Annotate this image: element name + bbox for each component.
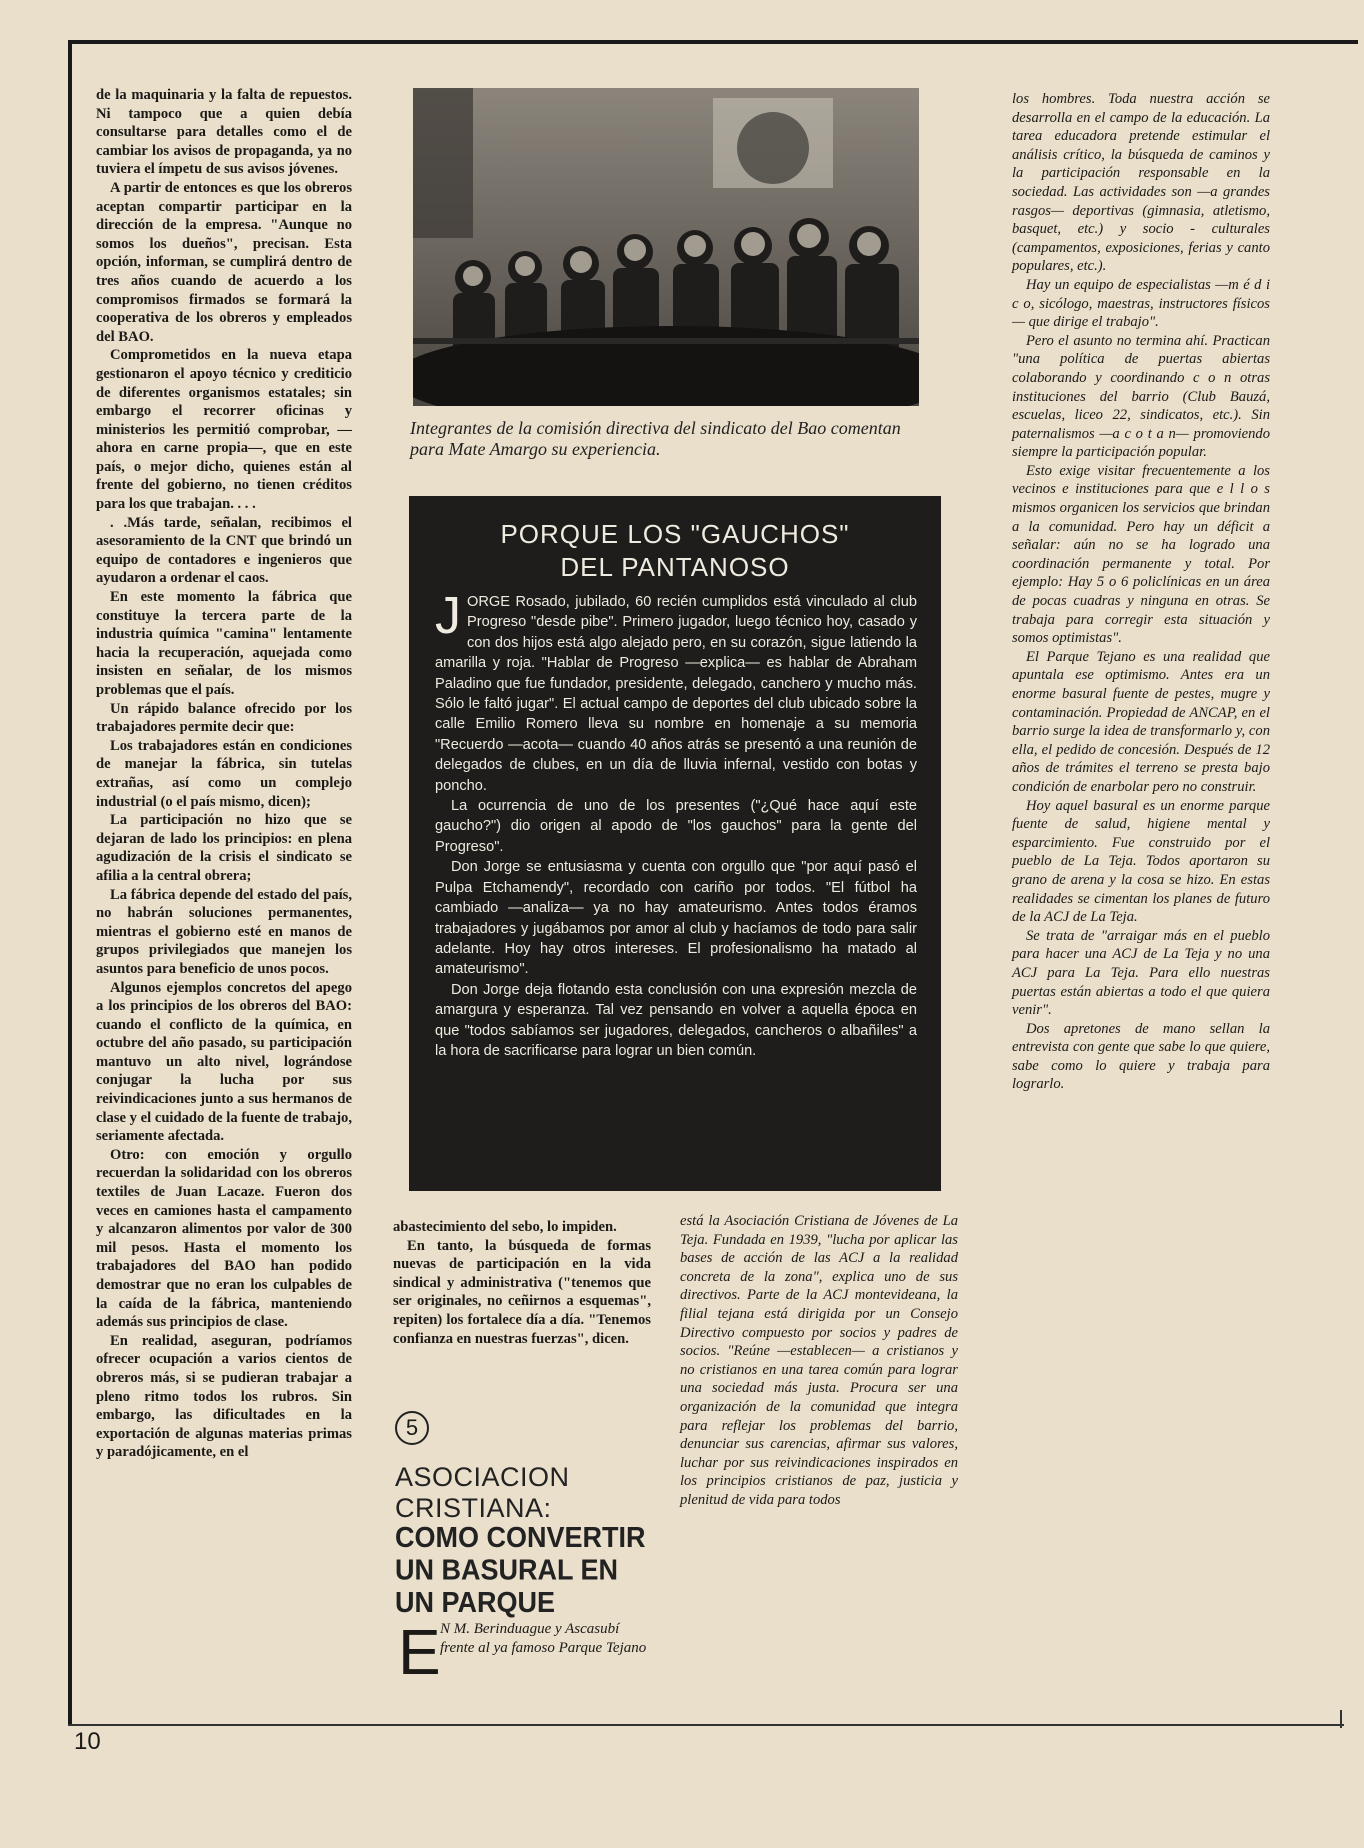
paragraph: Hoy aquel basural es un enorme parque fuente de salud, higiene mental y esparcimiento. Fue construido por el pueblo de La Teja. Todos aportaron su grano de arena y la cosa se hizo. En estas realidades se cimentan los planes de futuro de la ACJ de La Teja.	[1012, 797, 1270, 926]
sidebar-title-line-1: PORQUE LOS "GAUCHOS"	[500, 519, 850, 549]
section-lead: N M. Berinduague y Ascasubí frente al ya famoso Parque Tejano	[440, 1621, 647, 1656]
article-column-3	[680, 1212, 958, 1510]
paragraph: . .Más tarde, señalan, recibimos el asesoramiento de la CNT que brindó un equipo de contadores e ingenieros que ayudaron a ordenar el caos.	[96, 514, 352, 587]
paragraph: los hombres. Toda nuestra acción se desarrolla en el campo de la educación. La tarea educadora pretende estimular el análisis crítico, la búsqueda de caminos y la participación responsable en la sociedad. Las actividades son —a grandes rasgos— deportivas (gimnasia, atletismo, basquet, etc.) y socio - culturales (campamentos, exposiciones, ferias y canto populares, etc.).	[1012, 91, 1270, 275]
union-meeting-photo	[413, 88, 919, 406]
sidebar-title	[409, 518, 941, 584]
article-column-1	[96, 86, 352, 1462]
gauchos-sidebar-box	[409, 496, 941, 1191]
paragraph: está la Asociación Cristiana de Jóvenes de La Teja. Fundada en 1939, "lucha por aplicar las bases de acción de las ACJ a la realidad concreta de la zona", explica uno de sus directivos. Parte de la ACJ montevideana, la filial tejana está dirigida por un Consejo Directivo compuesto por socios y padres de socios. "Reúne —establecen— a cristianos y no cristianos en una tarea común para lograr una sociedad más justa. Procura ser una organización de la comunidad que integra para reflejar los problemas del barrio, denunciar sus carencias, afirmar sus valores, luchar por sus reivindicaciones inspirados en los principios cristianos de paz, justicia y plenitud de vida para todos	[680, 1213, 958, 1508]
paragraph: El Parque Tejano es una realidad que apuntala ese optimismo. Antes era un enorme basural fuente de pestes, mugre y contaminación. Propiedad de ANCAP, en el barrio surge la idea de transformarlo y, con ella, el pedido de concesión. Después de 12 años de trámites el terreno se presta bajo condición de enarbolar pero no construir.	[1012, 648, 1270, 795]
paragraph: En realidad, aseguran, podríamos ofrecer ocupación a varios cientos de obreros más, si se pudieran trabajar a pleno ritmo todos los rubros. Sin embargo, las dificultades en la exportación de algunas materias primas y paradójicamente, en el	[96, 1332, 352, 1461]
sidebar-body	[435, 587, 917, 1061]
paragraph: Esto exige visitar frecuentemente a los vecinos e instituciones para que e l l o s mismos organicen los servicios que brindan a la comunidad. Pero hay un déficit a señalar: aún no se ha logrado una coordinación permanente y total. Por ejemplo: Hay 5 o 6 policlínicas en un área de pocas cuadras y ninguna en otras. Se trabaja para corregir esta situación y somos optimistas".	[1012, 462, 1270, 647]
section-number-badge: 5	[395, 1411, 429, 1445]
paragraph: En este momento la fábrica que constituye la tercera parte de la industria química "camina" lentamente hacia la recuperación, aquejada como insisten en señalar, de los mismos problemas que el país.	[96, 589, 352, 698]
drop-cap: E	[398, 1616, 441, 1688]
paragraph: Dos apretones de mano sellan la entrevista con gente que sabe lo que quiere, sabe como lo quiere y trabaja para lograrlo.	[1012, 1020, 1270, 1093]
paragraph: A partir de entonces es que los obreros aceptan compartir participar en la dirección de la empresa. "Aunque no somos los dueños", precisan. Esta opción, informan, se cumplirá dentro de tres años cuando de acuerdo a los compromisos firmados se formará la cooperativa de los obreros y empleados del BAO.	[96, 179, 352, 345]
photo-image	[413, 88, 919, 406]
frame-bottom-rule	[68, 1724, 1344, 1726]
paragraph: Los trabajadores están en condiciones de manejar la fábrica, sin tutelas extrañas, así como un complejo industrial (o el país mismo, dicen);	[96, 737, 352, 810]
drop-cap: J	[435, 587, 461, 645]
paragraph: La fábrica depende del estado del país, no habrán soluciones permanentes, mientras el gobierno esté en manos de grupos privilegiados que manejen los asuntos para beneficio de unos pocos.	[96, 886, 352, 977]
section-heading-light: ASOCIACION CRISTIANA:	[395, 1462, 570, 1523]
paragraph: La ocurrencia de uno de los presentes ("¿Qué hace aquí este gaucho?") dio origen al apodo de "los gauchos" para la gente del Progreso".	[435, 798, 917, 855]
photo-caption: Integrantes de la comisión directiva del sindicato del Bao comentan para Mate Amargo su experiencia.	[410, 418, 901, 459]
paragraph: Algunos ejemplos concretos del apego a los principios de los obreros del BAO: cuando el conflicto de la química, en octubre del año pasado, su participación mantuvo un alto nivel, lográndose conjugar la lucha por sus reivindicaciones junto a sus hermanos de clase y el cuidado de la fuente de trabajo, seriamente afectada.	[96, 979, 352, 1145]
paragraph: Don Jorge se entusiasma y cuenta con orgullo que "por aquí pasó el Pulpa Etchamendy", recordado con cariño por todos. "El fútbol ha cambiado —analiza— ya no hay amateurismo. Antes todos éramos trabajadores y jugábamos por amor al club y hacíamos de todo para salir adelante. Hoy hay otros intereses. El profesionalismo ha matado al amateurismo".	[435, 859, 917, 978]
paragraph: Don Jorge deja flotando esta conclusión con una expresión mezcla de amargura y esperanza. Tal vez pensando en volver a aquella época en que "todos sabíamos ser jugadores, delegados, cancheros o albañiles" a la hora de sacrificarse para lograr un bien común.	[435, 981, 917, 1059]
paragraph: de la maquinaria y la falta de repuestos. Ni tampoco que a quien debía consultarse para detalles como el de cambiar los avisos de propaganda, ya no tuviera el ímpetu de sus avisos jóvenes.	[96, 87, 352, 178]
sidebar-title-line-2: DEL PANTANOSO	[560, 552, 790, 582]
frame-left-rule	[68, 40, 72, 1726]
paragraph: Comprometidos en la nueva etapa gestionaron el apoyo técnico y crediticio de diferentes organismos estatales; sin embargo el recorrer oficinas y ministerios les permitió comprobar, —ahora en carne propia—, que en este país, o mejor dicho, quienes están al frente del gobierno, no tienen créditos para los que trabajan. . . .	[96, 347, 352, 513]
paragraph: Hay un equipo de especialistas —m é d i c o, sicólogo, maestras, instructores físicos— que dirige el trabajo".	[1012, 276, 1270, 331]
paragraph: La participación no hizo que se dejaran de lado los principios: en plena agudización de la crisis el sindicato se afilia a la central obrera;	[96, 812, 352, 884]
frame-top-rule	[68, 40, 1358, 44]
article-column-2	[393, 1218, 651, 1348]
paragraph: Se trata de "arraigar más en el pueblo para hacer una ACJ de La Teja y no una ACJ para La Teja. Para ello nuestras puertas están abiertas a todo el que quiera venir".	[1012, 927, 1270, 1019]
paragraph: En tanto, la búsqueda de formas nuevas de participación en la vida sindical y administrativa ("tenemos que ser originales, no ceñirnos a esquemas", repiten) los fortalece día a día. "Tenemos confianza en nuestras fuerzas", dicen.	[393, 1237, 651, 1347]
paragraph-text: ORGE Rosado, jubilado, 60 recién cumplidos está vinculado al club Progreso "desde pibe". Primero jugador, luego técnico hoy, casado y con dos hijos está algo alejado pero, en su corazón, sigue latiendo la amarilla y roja. "Hablar de Progreso —explica— es hablar de Abraham Paladino que fue fundador, presidente, delegado, canchero y mucho más. Sólo le faltó jugar". El actual campo de deportes del club ubicado sobre la calle Emilio Romero lleva su nombre en homenaje a su memoria "Recuerdo —acota— cuando 40 años atrás se presentó a una reunión de delegados de clubes, en un día de lluvia infernal, vestido con botas y poncho.	[435, 594, 917, 794]
section-heading-bold: COMO CONVERTIR UN BASURAL EN UN PARQUE	[395, 1521, 646, 1619]
paragraph: Un rápido balance ofrecido por los trabajadores permite decir que:	[96, 700, 352, 736]
paragraph: Otro: con emoción y orgullo recuerdan la solidaridad con los obreros textiles de Juan Lacaze. Fueron dos veces en camiones hasta el campamento y alcanzaron alimentos por valor de 300 mil pesos. Hasta el momento los trabajadores del BAO han podido demostrar que no eran los culpables de la caída de la fábrica, manteniendo además sus principios de clase.	[96, 1146, 352, 1331]
frame-right-rule	[1340, 1710, 1342, 1728]
article-column-4	[1012, 90, 1270, 1094]
paragraph: abastecimiento del sebo, lo impiden.	[393, 1219, 617, 1235]
page-number: 10	[74, 1728, 101, 1755]
paragraph	[435, 587, 917, 796]
paragraph: Pero el asunto no termina ahí. Practican "una política de puertas abiertas colaborando y coordinando c o n otras instituciones del barrio (Club Bauzá, escuelas, liceo 22, sindicatos, etc.). Sin paternalismos —a c o t a n— promoviendo siempre la participación popular.	[1012, 332, 1270, 461]
